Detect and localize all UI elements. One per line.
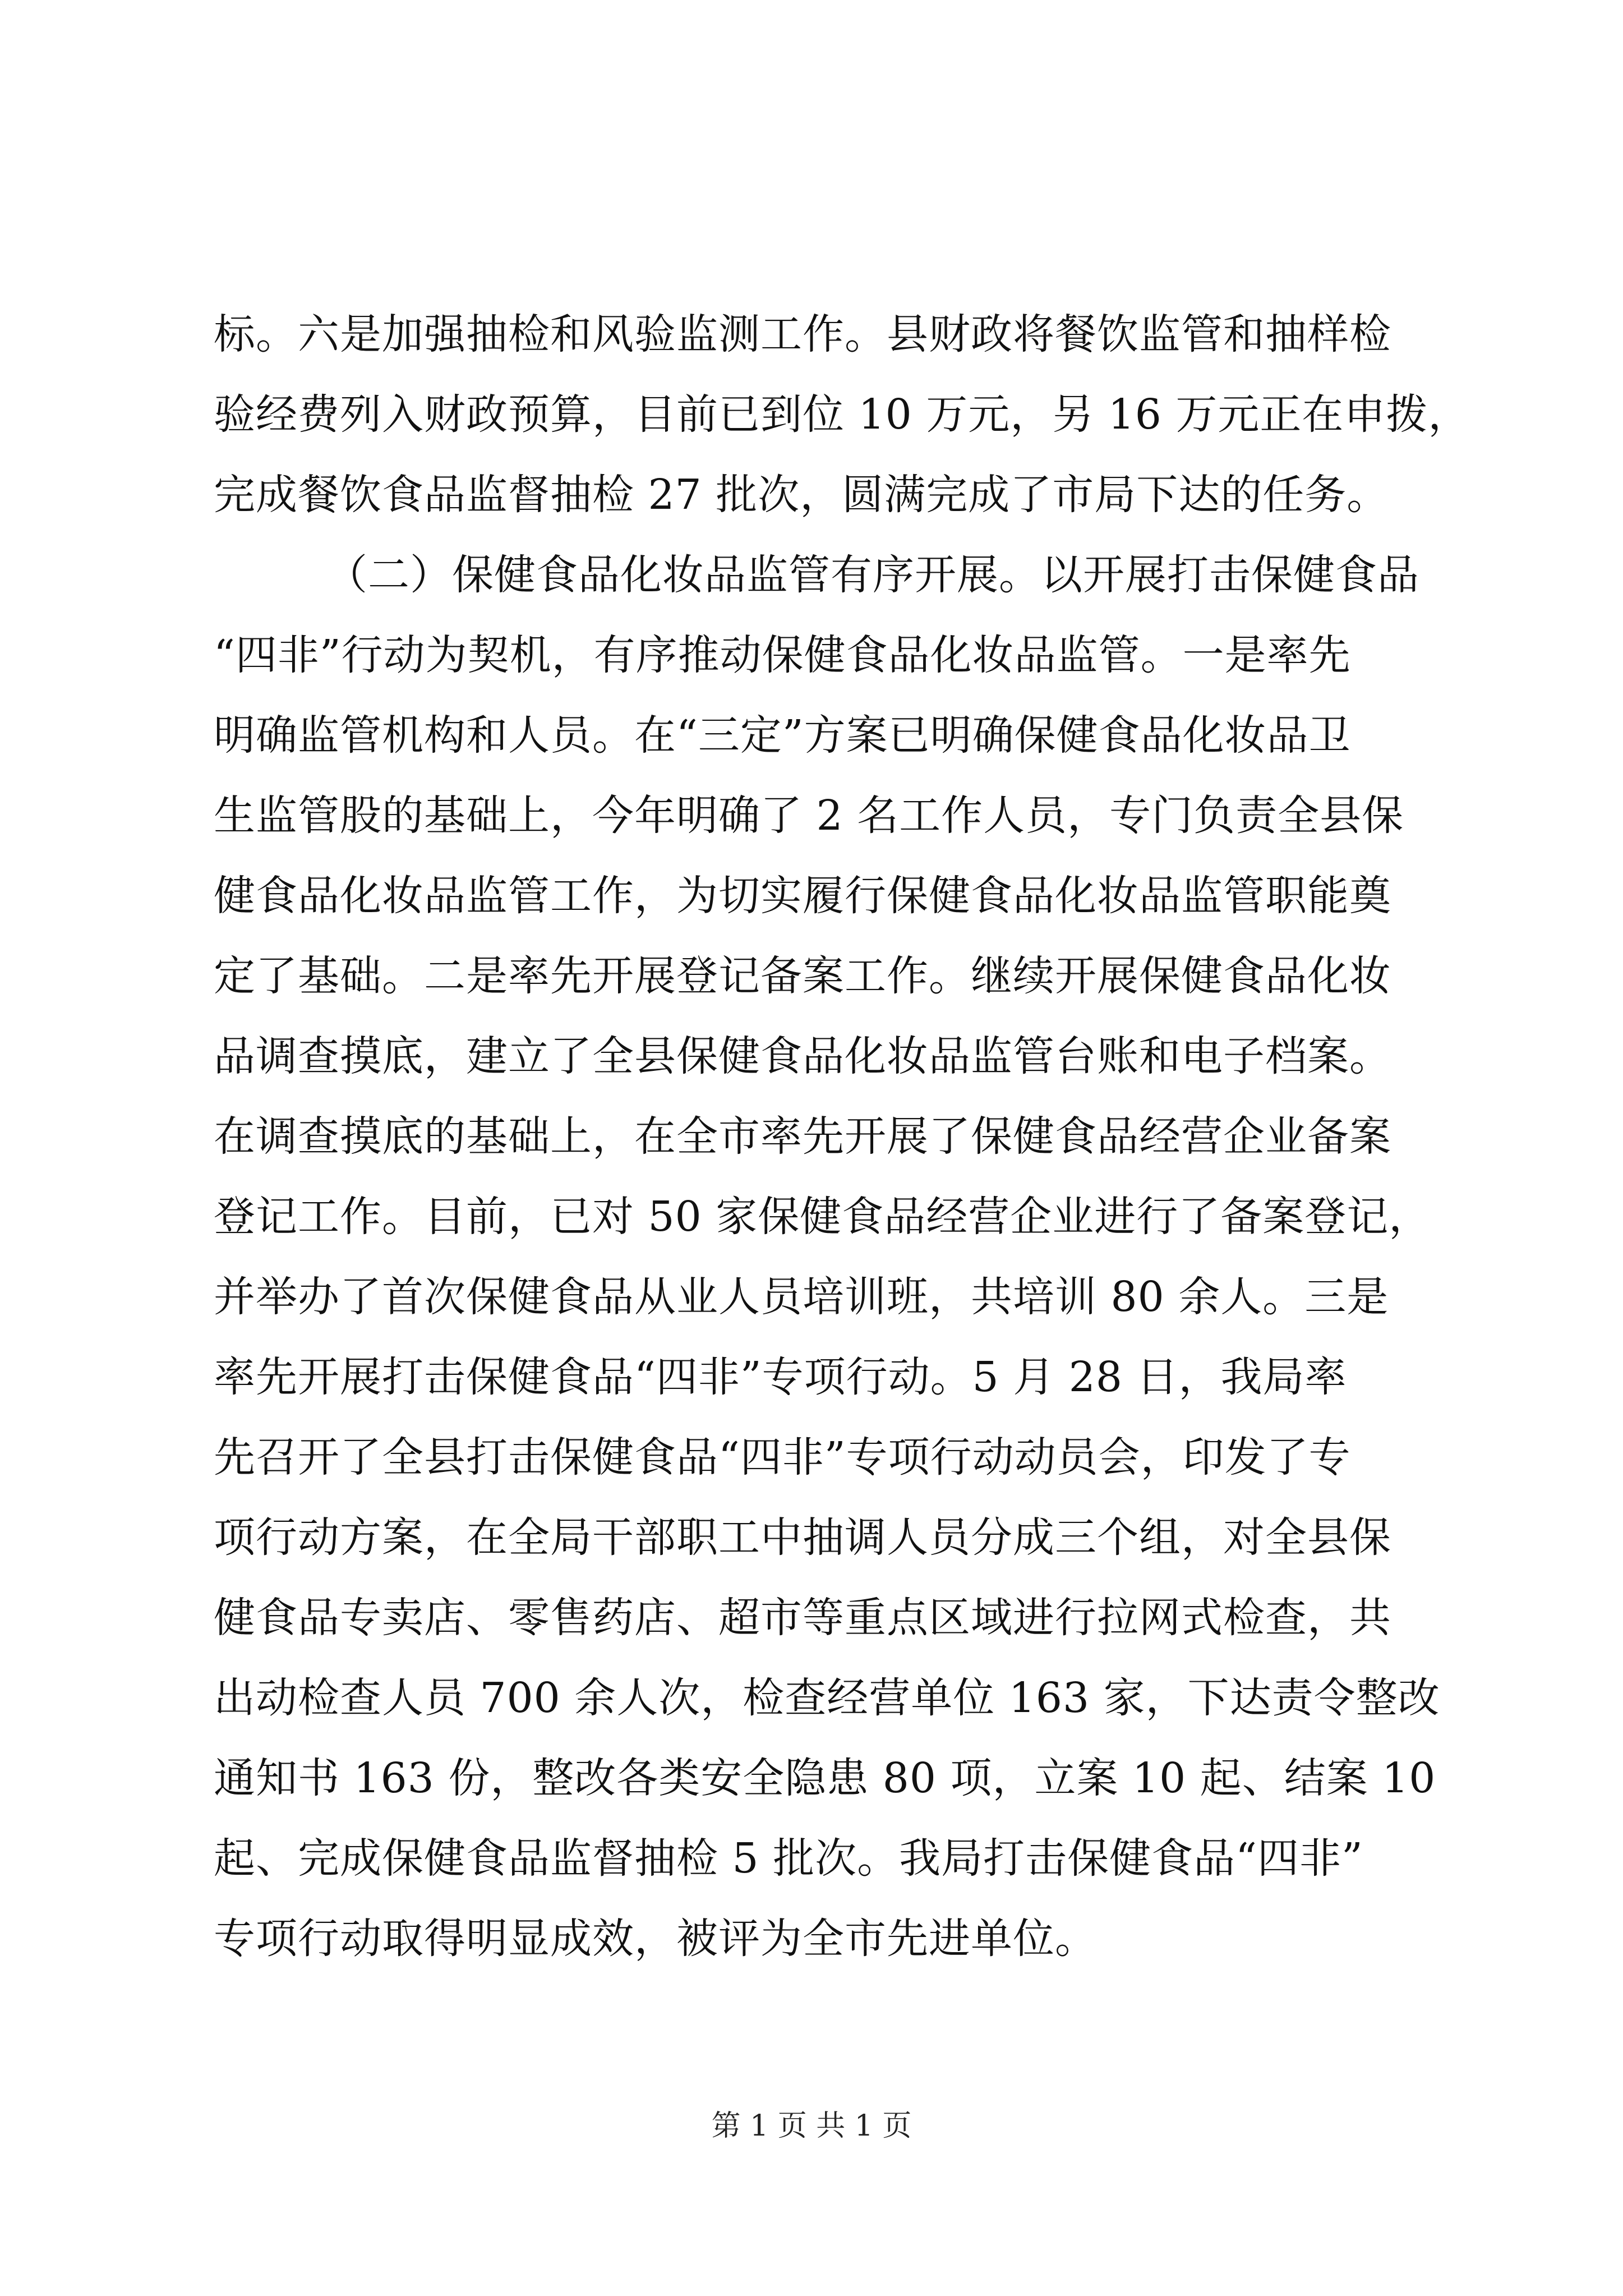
text-line: 生监管股的基础上，今年明确了 2 名工作人员，专门负责全县保 — [214, 792, 1404, 840]
text-line: 专项行动取得明显成效，被评为全市先进单位。 — [214, 1915, 1097, 1963]
text-line: 登记工作。目前，已对 50 家保健食品经营企业进行了备案登记， — [214, 1193, 1431, 1241]
text-line: 出动检查人员 700 余人次，检查经营单位 163 家，下达责令整改 — [214, 1674, 1440, 1722]
text-line: 在调查摸底的基础上，在全市率先开展了保健食品经营企业备案 — [214, 1112, 1391, 1161]
text-line: 健食品化妆品监管工作，为切实履行保健食品化妆品监管职能奠 — [214, 872, 1391, 920]
text-line: 率先开展打击保健食品“四非”专项行动。5 月 28 日，我局率 — [214, 1353, 1347, 1401]
body-text — [214, 295, 1470, 1979]
text-line: 验经费列入财政预算，目前已到位 10 万元，另 16 万元正在申拨， — [214, 390, 1470, 439]
text-line: 通知书 163 份，整改各类安全隐患 80 项，立案 10 起、结案 10 — [214, 1754, 1436, 1802]
text-line: 项行动方案，在全局干部职工中抽调人员分成三个组，对全县保 — [214, 1513, 1391, 1562]
text-line: 先召开了全县打击保健食品“四非”专项行动动员会，印发了专 — [214, 1433, 1351, 1481]
text-line: 标。六是加强抽检和风验监测工作。县财政将餐饮监管和抽样检 — [214, 310, 1391, 358]
text-line: 起、完成保健食品监督抽检 5 批次。我局打击保健食品“四非” — [214, 1834, 1363, 1883]
text-line: 健食品专卖店、零售药店、超市等重点区域进行拉网式检查，共 — [214, 1594, 1391, 1642]
text-line: 完成餐饮食品监督抽检 27 批次，圆满完成了市局下达的任务。 — [214, 471, 1389, 519]
text-line: 明确监管机构和人员。在“三定”方案已明确保健食品化妆品卫 — [214, 711, 1351, 760]
text-line: “四非”行动为契机，有序推动保健食品化妆品监管。一是率先 — [214, 631, 1351, 679]
page-footer: 第 1 页 共 1 页 — [711, 2109, 912, 2143]
text-line: 品调查摸底，建立了全县保健食品化妆品监管台账和电子档案。 — [214, 1032, 1391, 1080]
section-heading-line: （二）保健食品化妆品监管有序开展。以开展打击保健食品 — [326, 551, 1419, 599]
text-line: 并举办了首次保健食品从业人员培训班，共培训 80 余人。三是 — [214, 1273, 1389, 1321]
text-line: 定了基础。二是率先开展登记备案工作。继续开展保健食品化妆 — [214, 952, 1391, 1000]
